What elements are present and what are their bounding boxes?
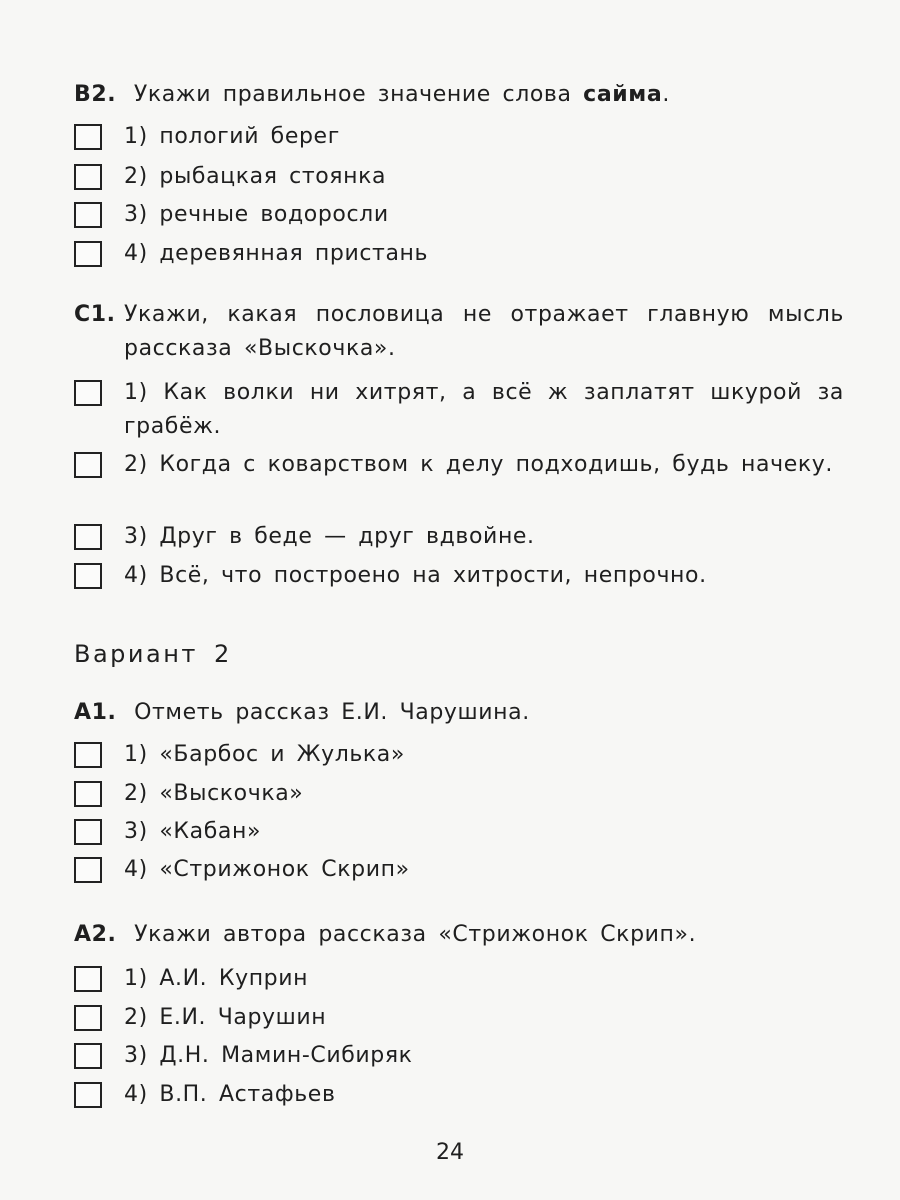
question-number: А1. [74, 700, 117, 725]
answer-checkbox[interactable] [74, 241, 102, 267]
question-keyword: сайма [583, 82, 663, 107]
answer-checkbox[interactable] [74, 742, 102, 768]
question-number: А2. [74, 922, 117, 947]
option-label: 3) Д.Н. Мамин-Сибиряк [124, 1043, 413, 1068]
answer-checkbox[interactable] [74, 124, 102, 150]
answer-checkbox[interactable] [74, 781, 102, 807]
option-label: 1) пологий берег [124, 124, 340, 149]
variant-heading: Вариант 2 [74, 640, 232, 668]
question-number: В2. [74, 82, 117, 107]
option-label: 4) деревянная пристань [124, 241, 429, 266]
question-b2 [74, 78, 844, 112]
question-text: Укажи правильное значение слова [133, 82, 584, 107]
answer-checkbox[interactable] [74, 524, 102, 550]
answer-checkbox[interactable] [74, 452, 102, 478]
option-label: 2) Е.И. Чарушин [124, 1005, 327, 1030]
question-text: Укажи автора рассказа «Стрижонок Скрип». [134, 922, 697, 947]
answer-checkbox[interactable] [74, 563, 102, 589]
option-label: 3) «Кабан» [124, 819, 262, 844]
answer-checkbox[interactable] [74, 966, 102, 992]
answer-checkbox[interactable] [74, 1005, 102, 1031]
question-punct: . [662, 82, 670, 107]
question-text: Отметь рассказ Е.И. Чарушина. [134, 700, 530, 725]
option-label: 2) «Выскочка» [124, 781, 304, 806]
question-text: Укажи, какая пословица не отражает главную мысль рассказа «Выскочка». [124, 302, 844, 361]
option-label: 2) Когда с коварством к делу подходишь, будь начеку. [124, 452, 833, 477]
option-label: 1) «Барбос и Жулька» [124, 742, 405, 767]
answer-checkbox[interactable] [74, 1043, 102, 1069]
answer-checkbox[interactable] [74, 819, 102, 845]
question-a1 [74, 696, 844, 730]
option-label: 4) В.П. Астафьев [124, 1082, 336, 1107]
option-label: 3) речные водоросли [124, 202, 389, 227]
question-c1 [74, 298, 844, 366]
answer-checkbox[interactable] [74, 857, 102, 883]
page-number: 24 [436, 1140, 464, 1165]
option-label: 1) А.И. Куприн [124, 966, 309, 991]
answer-checkbox[interactable] [74, 380, 102, 406]
question-a2 [74, 918, 844, 952]
answer-checkbox[interactable] [74, 164, 102, 190]
option-label: 1) Как волки ни хитрят, а всё ж заплатят шкурой за грабёж. [124, 380, 844, 439]
option-label: 2) рыбацкая стоянка [124, 164, 387, 189]
option-label: 4) Всё, что построено на хитрости, непрочно. [124, 563, 707, 588]
question-number: С1. [74, 302, 116, 327]
option-label: 3) Друг в беде — друг вдвойне. [124, 524, 535, 549]
answer-checkbox[interactable] [74, 1082, 102, 1108]
answer-checkbox[interactable] [74, 202, 102, 228]
option-label: 4) «Стрижонок Скрип» [124, 857, 410, 882]
